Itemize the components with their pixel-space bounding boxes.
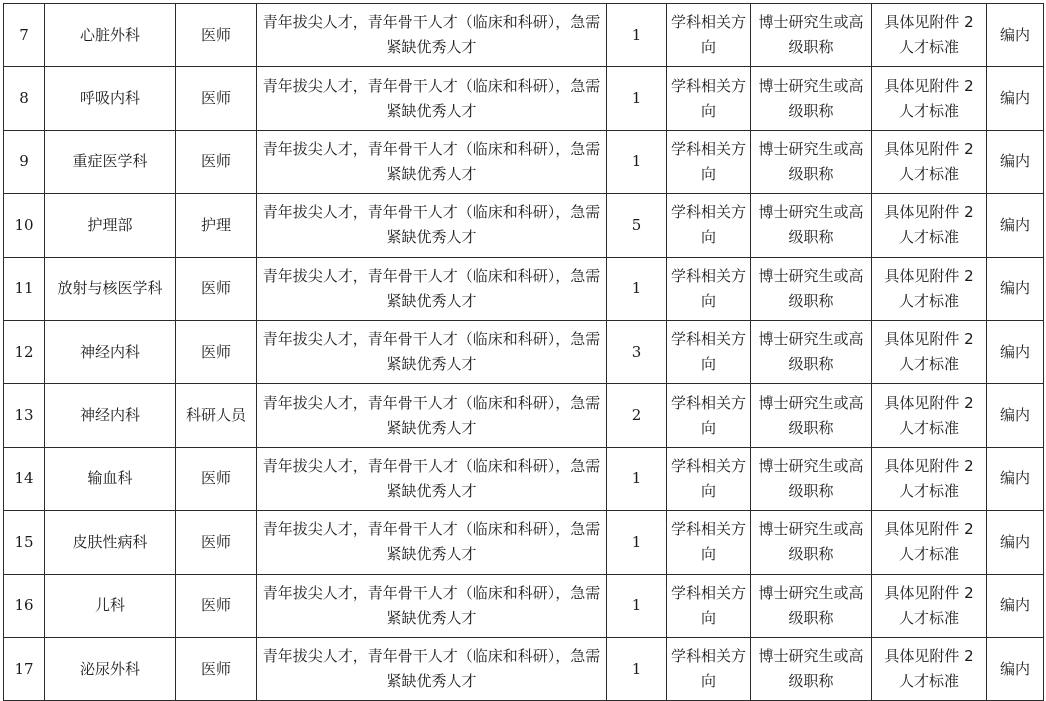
recruitment-table <box>3 3 1044 701</box>
cell-requirement: 具体见附件 2 人才标准 <box>872 511 987 574</box>
cell-major: 学科相关方向 <box>667 130 751 193</box>
cell-talent-category: 青年拔尖人才，青年骨干人才（临床和科研），急需紧缺优秀人才 <box>257 4 607 67</box>
cell-staffing: 编内 <box>987 574 1044 637</box>
table-row <box>4 637 1044 700</box>
cell-requirement: 具体见附件 2 人才标准 <box>872 384 987 447</box>
cell-staffing: 编内 <box>987 447 1044 510</box>
cell-headcount: 1 <box>607 637 667 700</box>
cell-department: 护理部 <box>45 194 176 257</box>
cell-headcount: 1 <box>607 447 667 510</box>
cell-education: 博士研究生或高级职称 <box>751 67 872 130</box>
cell-requirement: 具体见附件 2 人才标准 <box>872 4 987 67</box>
cell-talent-category: 青年拔尖人才，青年骨干人才（临床和科研），急需紧缺优秀人才 <box>257 130 607 193</box>
cell-position: 医师 <box>176 574 257 637</box>
cell-position: 医师 <box>176 447 257 510</box>
cell-education: 博士研究生或高级职称 <box>751 320 872 383</box>
cell-staffing: 编内 <box>987 320 1044 383</box>
cell-requirement: 具体见附件 2 人才标准 <box>872 637 987 700</box>
cell-position: 医师 <box>176 130 257 193</box>
cell-talent-category: 青年拔尖人才，青年骨干人才（临床和科研），急需紧缺优秀人才 <box>257 67 607 130</box>
cell-staffing: 编内 <box>987 637 1044 700</box>
cell-position: 医师 <box>176 67 257 130</box>
cell-major: 学科相关方向 <box>667 4 751 67</box>
cell-education: 博士研究生或高级职称 <box>751 511 872 574</box>
cell-major: 学科相关方向 <box>667 194 751 257</box>
cell-talent-category: 青年拔尖人才，青年骨干人才（临床和科研），急需紧缺优秀人才 <box>257 637 607 700</box>
cell-department: 皮肤性病科 <box>45 511 176 574</box>
cell-number: 11 <box>4 257 45 320</box>
cell-number: 10 <box>4 194 45 257</box>
cell-requirement: 具体见附件 2 人才标准 <box>872 574 987 637</box>
cell-education: 博士研究生或高级职称 <box>751 637 872 700</box>
cell-requirement: 具体见附件 2 人才标准 <box>872 194 987 257</box>
cell-department: 重症医学科 <box>45 130 176 193</box>
cell-major: 学科相关方向 <box>667 384 751 447</box>
table-body <box>4 4 1044 701</box>
cell-requirement: 具体见附件 2 人才标准 <box>872 67 987 130</box>
cell-department: 呼吸内科 <box>45 67 176 130</box>
cell-staffing: 编内 <box>987 511 1044 574</box>
cell-major: 学科相关方向 <box>667 511 751 574</box>
cell-headcount: 1 <box>607 67 667 130</box>
table-row <box>4 67 1044 130</box>
cell-education: 博士研究生或高级职称 <box>751 257 872 320</box>
cell-position: 护理 <box>176 194 257 257</box>
cell-talent-category: 青年拔尖人才，青年骨干人才（临床和科研），急需紧缺优秀人才 <box>257 574 607 637</box>
cell-department: 儿科 <box>45 574 176 637</box>
cell-number: 13 <box>4 384 45 447</box>
cell-major: 学科相关方向 <box>667 574 751 637</box>
cell-staffing: 编内 <box>987 130 1044 193</box>
cell-position: 医师 <box>176 511 257 574</box>
cell-education: 博士研究生或高级职称 <box>751 130 872 193</box>
cell-talent-category: 青年拔尖人才，青年骨干人才（临床和科研），急需紧缺优秀人才 <box>257 257 607 320</box>
cell-talent-category: 青年拔尖人才，青年骨干人才（临床和科研），急需紧缺优秀人才 <box>257 384 607 447</box>
cell-talent-category: 青年拔尖人才，青年骨干人才（临床和科研），急需紧缺优秀人才 <box>257 447 607 510</box>
cell-major: 学科相关方向 <box>667 67 751 130</box>
table-row <box>4 574 1044 637</box>
cell-staffing: 编内 <box>987 194 1044 257</box>
table-row <box>4 194 1044 257</box>
cell-department: 神经内科 <box>45 384 176 447</box>
table-row <box>4 257 1044 320</box>
cell-requirement: 具体见附件 2 人才标准 <box>872 257 987 320</box>
cell-major: 学科相关方向 <box>667 637 751 700</box>
cell-position: 医师 <box>176 257 257 320</box>
cell-education: 博士研究生或高级职称 <box>751 4 872 67</box>
cell-position: 医师 <box>176 320 257 383</box>
cell-number: 7 <box>4 4 45 67</box>
cell-staffing: 编内 <box>987 384 1044 447</box>
cell-major: 学科相关方向 <box>667 447 751 510</box>
cell-department: 心脏外科 <box>45 4 176 67</box>
cell-department: 神经内科 <box>45 320 176 383</box>
cell-headcount: 5 <box>607 194 667 257</box>
cell-headcount: 1 <box>607 4 667 67</box>
cell-talent-category: 青年拔尖人才，青年骨干人才（临床和科研），急需紧缺优秀人才 <box>257 194 607 257</box>
cell-staffing: 编内 <box>987 257 1044 320</box>
cell-headcount: 1 <box>607 511 667 574</box>
cell-number: 17 <box>4 637 45 700</box>
cell-department: 放射与核医学科 <box>45 257 176 320</box>
cell-education: 博士研究生或高级职称 <box>751 384 872 447</box>
cell-major: 学科相关方向 <box>667 257 751 320</box>
cell-talent-category: 青年拔尖人才，青年骨干人才（临床和科研），急需紧缺优秀人才 <box>257 511 607 574</box>
cell-education: 博士研究生或高级职称 <box>751 574 872 637</box>
cell-education: 博士研究生或高级职称 <box>751 194 872 257</box>
table-row <box>4 4 1044 67</box>
cell-headcount: 1 <box>607 257 667 320</box>
cell-position: 医师 <box>176 4 257 67</box>
cell-department: 输血科 <box>45 447 176 510</box>
cell-staffing: 编内 <box>987 67 1044 130</box>
cell-position: 科研人员 <box>176 384 257 447</box>
table-row <box>4 130 1044 193</box>
cell-major: 学科相关方向 <box>667 320 751 383</box>
cell-headcount: 3 <box>607 320 667 383</box>
table-row <box>4 511 1044 574</box>
cell-number: 8 <box>4 67 45 130</box>
cell-number: 9 <box>4 130 45 193</box>
cell-headcount: 2 <box>607 384 667 447</box>
cell-number: 15 <box>4 511 45 574</box>
cell-headcount: 1 <box>607 130 667 193</box>
cell-requirement: 具体见附件 2 人才标准 <box>872 130 987 193</box>
cell-staffing: 编内 <box>987 4 1044 67</box>
table-row <box>4 320 1044 383</box>
cell-position: 医师 <box>176 637 257 700</box>
cell-requirement: 具体见附件 2 人才标准 <box>872 320 987 383</box>
cell-number: 16 <box>4 574 45 637</box>
table-row <box>4 384 1044 447</box>
cell-headcount: 1 <box>607 574 667 637</box>
table-row <box>4 447 1044 510</box>
cell-talent-category: 青年拔尖人才，青年骨干人才（临床和科研），急需紧缺优秀人才 <box>257 320 607 383</box>
cell-number: 14 <box>4 447 45 510</box>
cell-education: 博士研究生或高级职称 <box>751 447 872 510</box>
cell-requirement: 具体见附件 2 人才标准 <box>872 447 987 510</box>
cell-department: 泌尿外科 <box>45 637 176 700</box>
cell-number: 12 <box>4 320 45 383</box>
